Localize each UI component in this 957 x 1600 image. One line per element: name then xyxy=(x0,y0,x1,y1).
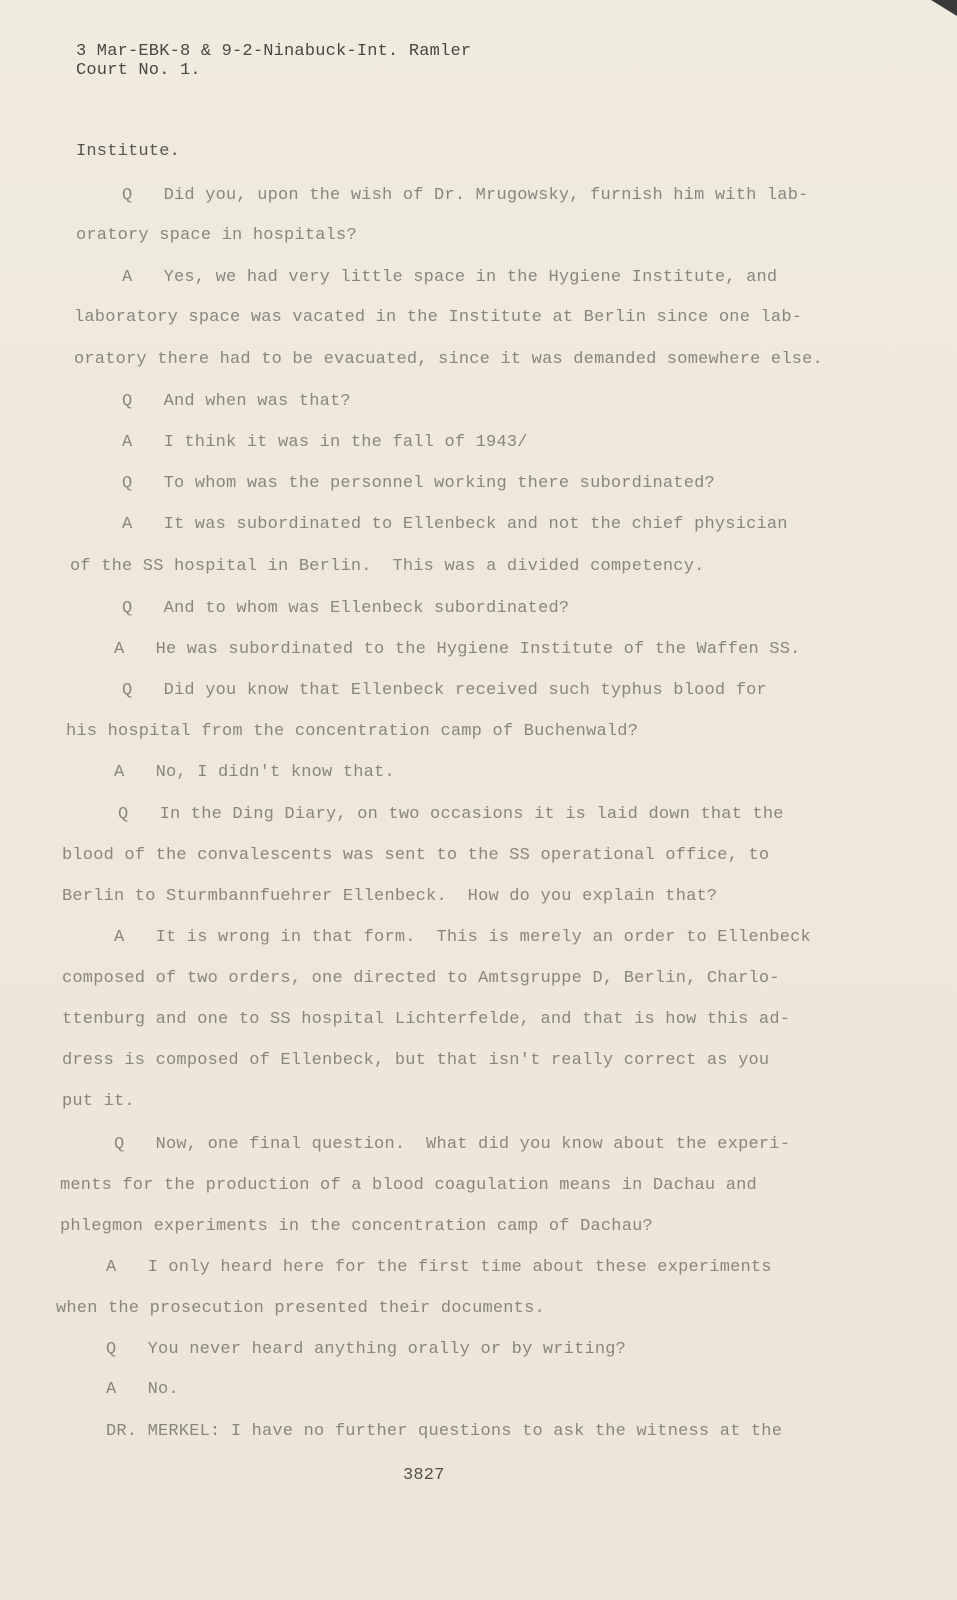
transcript-line: A It was subordinated to Ellenbeck and not the chief physician xyxy=(122,515,788,534)
transcript-line: blood of the convalescents was sent to the SS operational office, to xyxy=(62,846,770,865)
transcript-line: A I think it was in the fall of 1943/ xyxy=(122,433,528,452)
transcript-line: Q In the Ding Diary, on two occasions it is laid down that the xyxy=(118,805,784,824)
transcript-line: Q And when was that? xyxy=(122,392,351,411)
header-line-1: 3 Mar-EBK-8 & 9-2-Ninabuck-Int. Ramler xyxy=(76,42,472,61)
header-line-2: Court No. 1. xyxy=(76,61,201,80)
transcript-line: Q Now, one final question. What did you know about the experi- xyxy=(114,1135,791,1154)
transcript-line: oratory space in hospitals? xyxy=(76,226,357,245)
transcript-line: A He was subordinated to the Hygiene Institute of the Waffen SS. xyxy=(114,640,801,659)
transcript-line: Institute. xyxy=(76,142,181,161)
transcript-line: composed of two orders, one directed to Amtsgruppe D, Berlin, Charlo- xyxy=(62,969,780,988)
transcript-line: A Yes, we had very little space in the Hygiene Institute, and xyxy=(122,268,778,287)
transcript-line: phlegmon experiments in the concentration camp of Dachau? xyxy=(60,1217,653,1236)
transcript-line: Q Did you know that Ellenbeck received such typhus blood for xyxy=(122,681,767,700)
transcript-line: Q Did you, upon the wish of Dr. Mrugowsky, furnish him with lab- xyxy=(122,186,809,205)
transcript-line: of the SS hospital in Berlin. This was a divided competency. xyxy=(70,557,705,576)
transcript-line: Q And to whom was Ellenbeck subordinated? xyxy=(122,599,570,618)
transcript-line: dress is composed of Ellenbeck, but that isn't really correct as you xyxy=(62,1051,770,1070)
transcript-line: put it. xyxy=(62,1092,135,1111)
transcript-line: A No. xyxy=(106,1380,179,1399)
transcript-line: A I only heard here for the first time about these experiments xyxy=(106,1258,772,1277)
transcript-line: A No, I didn't know that. xyxy=(114,763,395,782)
transcript-line: ments for the production of a blood coagulation means in Dachau and xyxy=(60,1176,757,1195)
transcript-line: Q You never heard anything orally or by writing? xyxy=(106,1340,627,1359)
transcript-line: A It is wrong in that form. This is merely an order to Ellenbeck xyxy=(114,928,811,947)
transcript-line: oratory there had to be evacuated, since it was demanded somewhere else. xyxy=(74,350,823,369)
transcript-line: his hospital from the concentration camp of Buchenwald? xyxy=(66,722,639,741)
transcript-line: laboratory space was vacated in the Institute at Berlin since one lab- xyxy=(74,308,803,327)
page-number: 3827 xyxy=(403,1466,445,1485)
transcript-line: Q To whom was the personnel working there subordinated? xyxy=(122,474,715,493)
transcript-line: Berlin to Sturmbannfuehrer Ellenbeck. How do you explain that? xyxy=(62,887,718,906)
transcript-line: DR. MERKEL: I have no further questions to ask the witness at the xyxy=(106,1422,783,1441)
transcript-line: ttenburg and one to SS hospital Lichterfelde, and that is how this ad- xyxy=(62,1010,791,1029)
page-corner-tab xyxy=(931,0,957,16)
transcript-line: when the prosecution presented their documents. xyxy=(56,1299,545,1318)
